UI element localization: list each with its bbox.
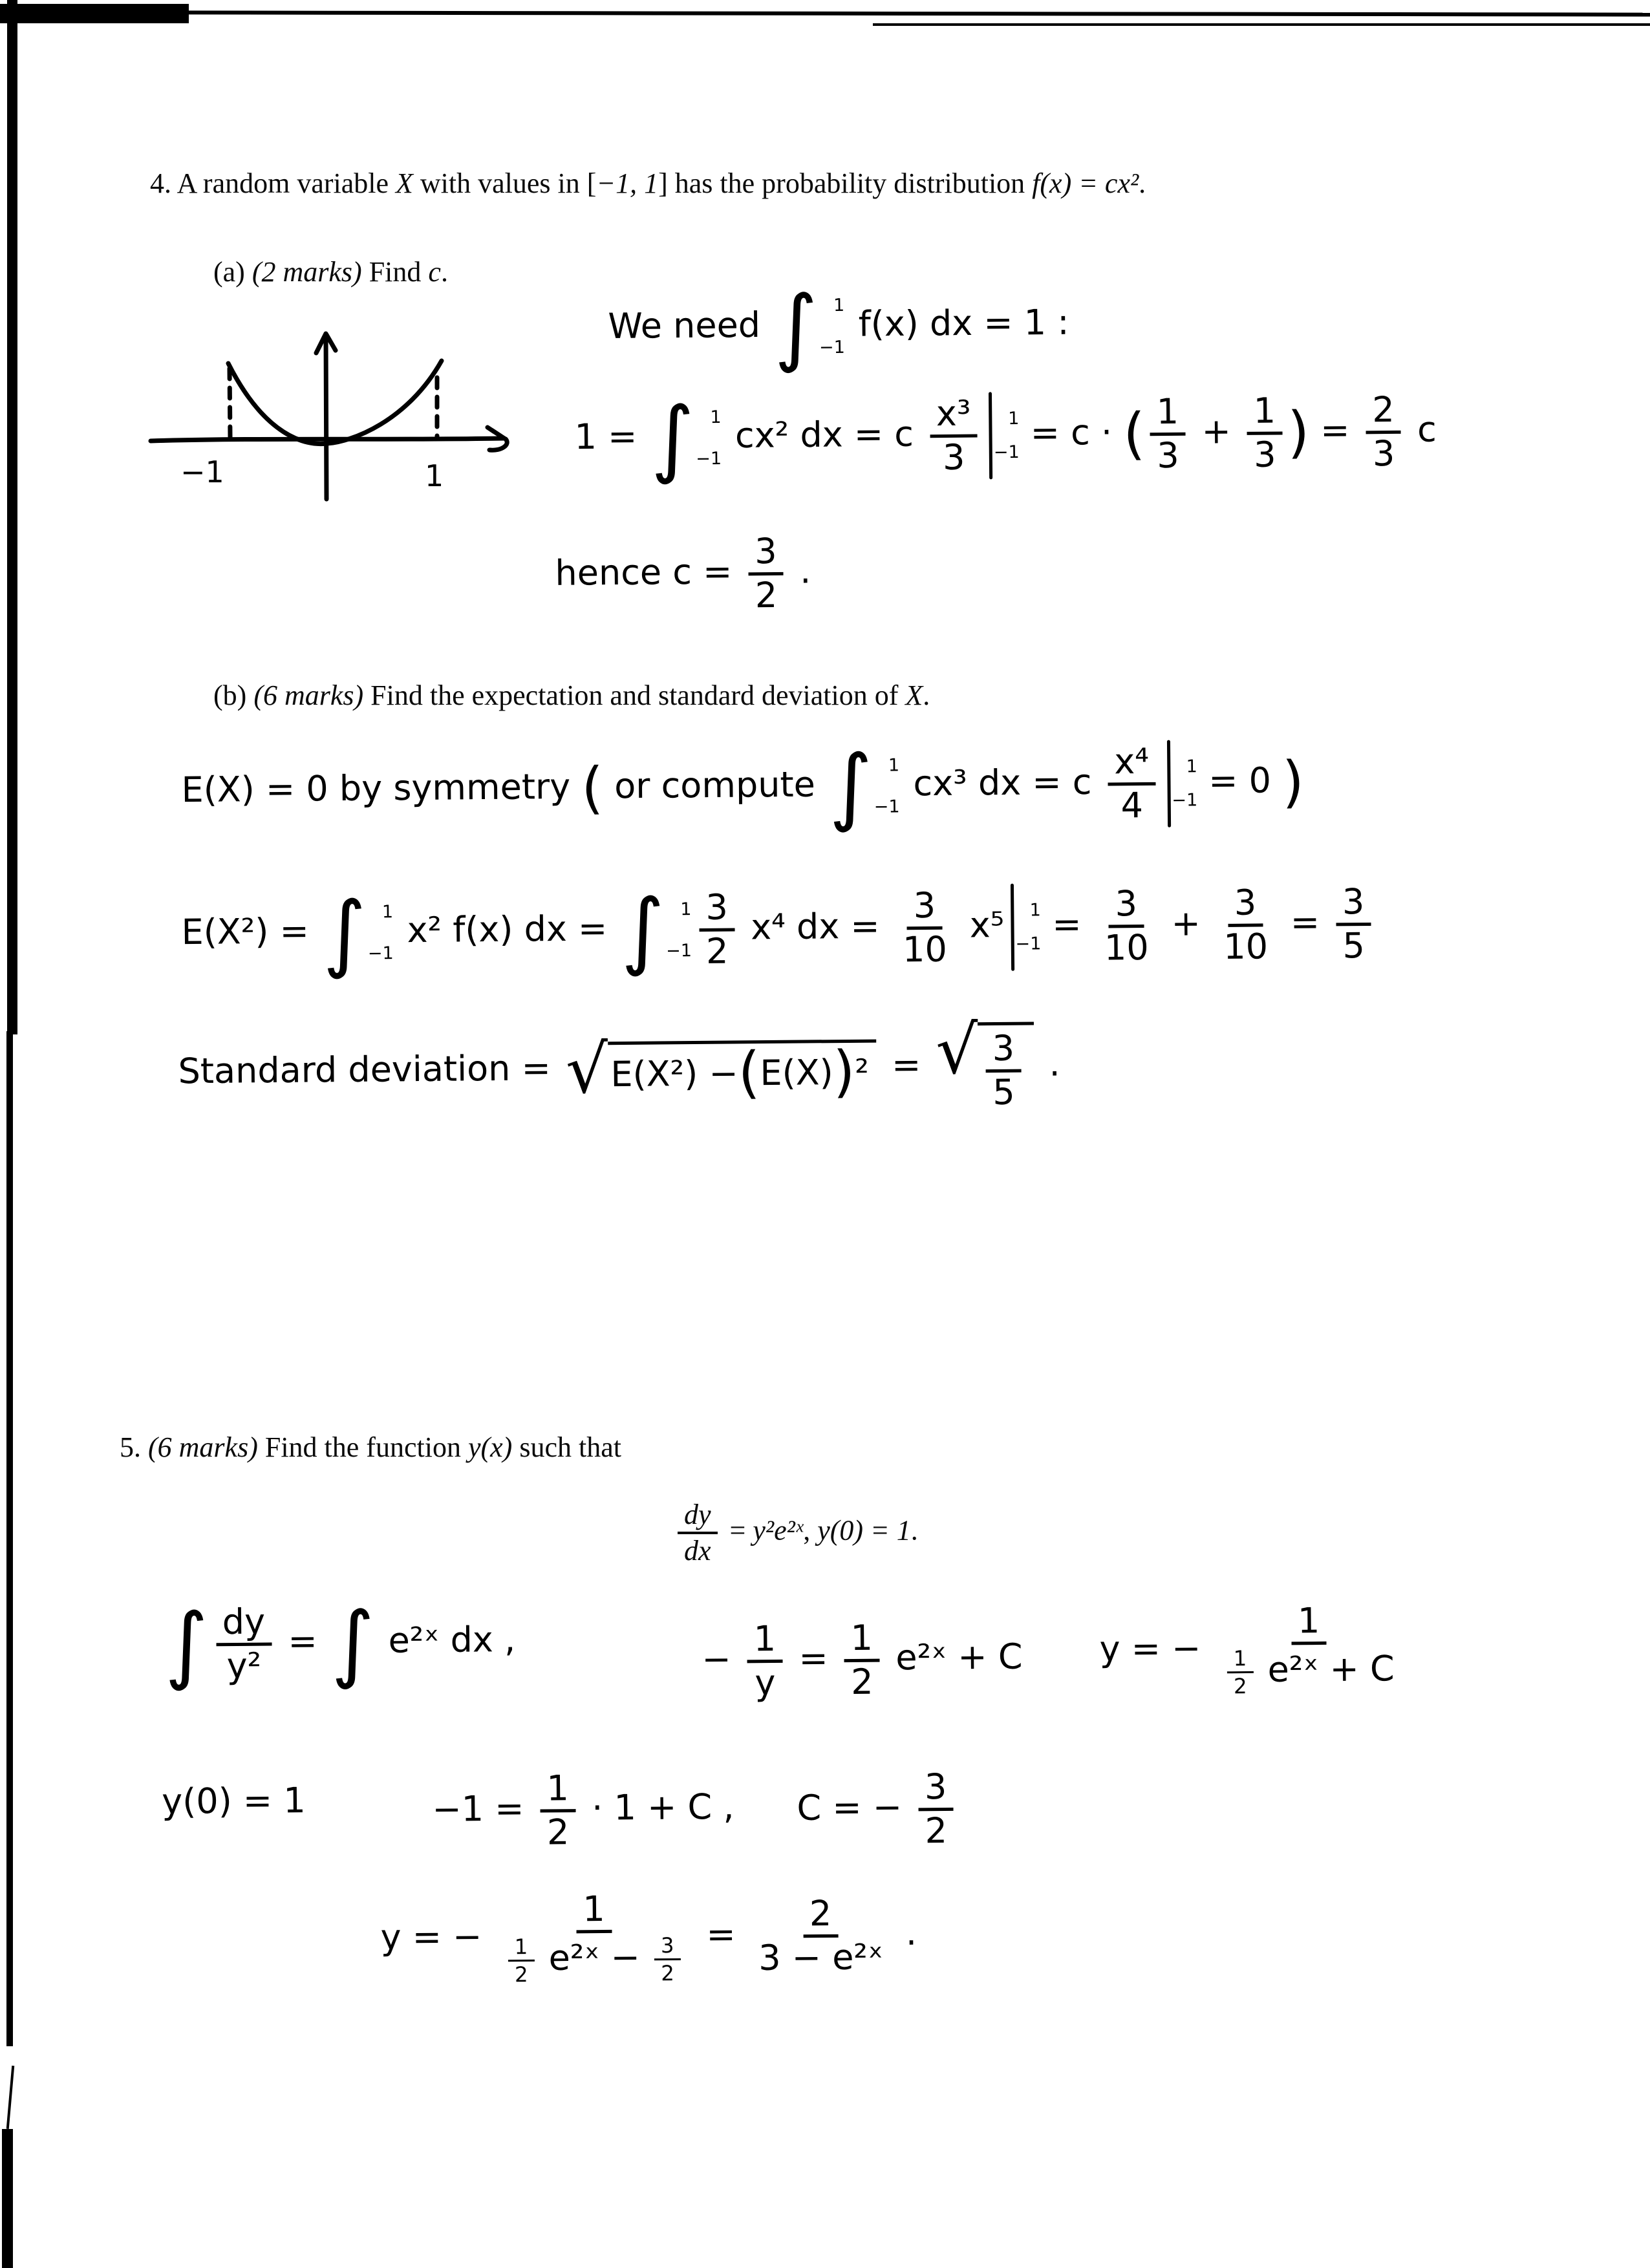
work-we-need: We need ∫ 1 −1 f(x) dx = 1 :	[608, 277, 1069, 376]
work-solve-for-y: y = − 1 $\frac{1}{2}$ e²ˣ + C	[1099, 1600, 1395, 1698]
work-expectation: E(X) = 0 by symmetry ( or compute ∫ 1 −1 cx³ dx = c $\frac{\text{x⁴}}{4}$ 1 −1 = 0 )	[181, 736, 1305, 835]
part-b-label: (b) (6 marks) Find the expectation and standard deviation of X.	[213, 679, 930, 711]
work-final-answer: y = − 1 $\frac{1}{2}$ e²ˣ − $\frac{3}{2}$ = $\frac{2}{\text{3 − e²ˣ}}$ .	[380, 1888, 917, 1987]
scan-artifact-left-bar-bottom	[2, 2129, 13, 2268]
distribution-sketch	[133, 304, 572, 530]
question-5-ode: $\frac{dy}{dx}$ = y²e²ˣ, y(0) = 1.	[672, 1500, 918, 1566]
question-5-stem: 5. (6 marks) Find the function y(x) such that	[120, 1431, 621, 1463]
part-a-label: (a) (2 marks) Find c.	[213, 256, 448, 288]
work-initial-condition: y(0) = 1	[162, 1780, 306, 1822]
work-second-moment: E(X²) = ∫ 1 −1 x² f(x) dx = ∫ 1 −1 $\frac{3}{2}$ x⁴ dx = $\frac{3}{10}$ x⁵ 1 −1 = $\frac{3}{10}$ + $\frac{3}{10}$ = $\frac{3}{5}$	[181, 881, 1377, 978]
label-minus-one: −1	[180, 455, 224, 489]
question-4-stem: 4. A random variable X with values in [−1, 1] has the probability distribution f(x) = cx².	[150, 167, 1146, 199]
work-integrated: − $\frac{1}{y}$ = $\frac{1}{2}$ e²ˣ + C	[702, 1617, 1023, 1703]
work-standard-deviation: Standard deviation = √ E(X²) − ( E(X) ) ² = √ $\frac{3}{5}$ .	[178, 1012, 1060, 1113]
y-axis	[326, 335, 327, 499]
work-separate-variables: ∫ $\frac{dy}{\text{y²}}$ = ∫ e²ˣ dx ,	[164, 1594, 516, 1693]
parabola-curve	[228, 361, 442, 444]
label-one: 1	[425, 458, 444, 493]
work-constant-value: C = − $\frac{3}{2}$	[797, 1769, 959, 1851]
work-integral-for-c: 1 = ∫ 1 −1 cx² dx = c $\frac{\text{x³}}{3}$ 1 −1 = c · ( $\frac{1}{3}$ + $\frac{1}{3}$ ) = $\frac{2}{3}$ c	[574, 389, 1437, 487]
work-plug-in-condition: −1 = $\frac{1}{2}$ · 1 + C ,	[432, 1768, 734, 1853]
scan-artifact-left-bar-upper	[7, 0, 17, 1034]
scan-artifact-left-bar-middle	[6, 1031, 13, 2046]
scan-artifact-top-line-2	[873, 23, 1650, 26]
scan-artifact-top-left	[0, 4, 189, 23]
work-hence-c: hence c = $\frac{3}{2}$ .	[555, 531, 811, 615]
scan-artifact-left-diagonal	[6, 2066, 15, 2129]
scan-artifact-top-line	[181, 10, 1650, 16]
